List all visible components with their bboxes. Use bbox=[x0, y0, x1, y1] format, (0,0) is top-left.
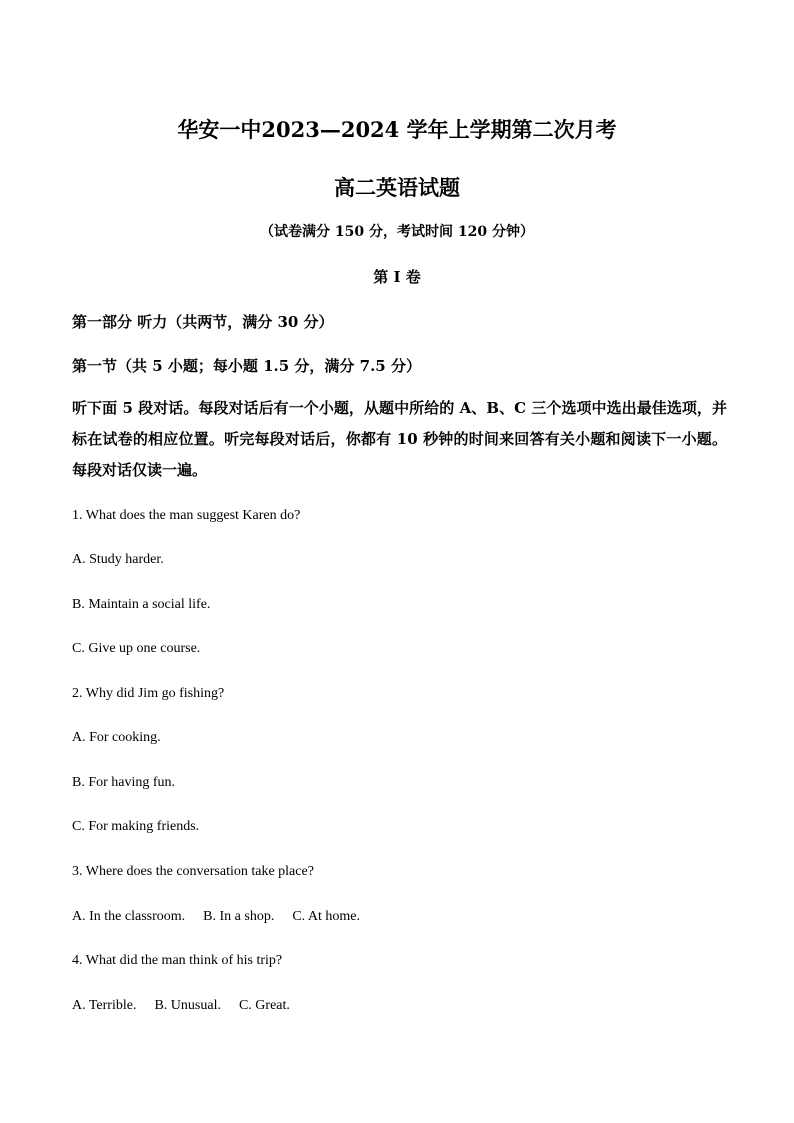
question-1: 1. What does the man suggest Karen do? bbox=[72, 508, 301, 523]
question-3-option-b: B. In a shop. bbox=[203, 909, 275, 924]
question-1-option-b: B. Maintain a social life. bbox=[72, 597, 211, 612]
section-one-title: 第一节（共 5 小题；每小题 1.5 分，满分 7.5 分） bbox=[72, 357, 421, 375]
exam-info: （试卷满分 150 分，考试时间 120 分钟） bbox=[260, 224, 534, 240]
question-3-options bbox=[72, 909, 360, 925]
question-3-option-a: A. In the classroom. bbox=[72, 909, 186, 924]
volume-label: 第 I 卷 bbox=[373, 268, 421, 286]
question-4-option-c: C. Great. bbox=[238, 998, 290, 1013]
question-4-options bbox=[72, 998, 290, 1014]
question-2-option-b: B. For having fun. bbox=[72, 775, 176, 790]
question-1-option-a: A. Study harder. bbox=[72, 552, 164, 567]
question-1-option-c: C. Give up one course. bbox=[72, 641, 201, 656]
school-title: 华安一中2023—2024 学年上学期第二次月考 bbox=[177, 117, 617, 142]
question-2: 2. Why did Jim go fishing? bbox=[72, 686, 225, 701]
question-4-option-b: B. Unusual. bbox=[154, 998, 221, 1013]
question-4: 4. What did the man think of his trip? bbox=[72, 953, 283, 968]
question-4-option-a: A. Terrible. bbox=[72, 998, 137, 1013]
question-2-option-a: A. For cooking. bbox=[72, 730, 161, 745]
question-3: 3. Where does the conversation take place? bbox=[72, 864, 314, 879]
subject-title: 高二英语试题 bbox=[334, 175, 460, 200]
question-3-option-c: C. At home. bbox=[292, 909, 360, 924]
listening-instructions: 听下面 5 段对话。每段对话后有一个小题，从题中所给的 A、B、C 三个选项中选出最佳选项，并标在试卷的相应位置。听完每段对话后，你都有 10 秒钟的时间来回答有关小题和阅读下一小题。每段对话仅读一遍。 bbox=[72, 399, 727, 479]
part-one-title: 第一部分 听力（共两节，满分 30 分） bbox=[72, 313, 334, 331]
question-2-option-c: C. For making friends. bbox=[72, 819, 200, 834]
